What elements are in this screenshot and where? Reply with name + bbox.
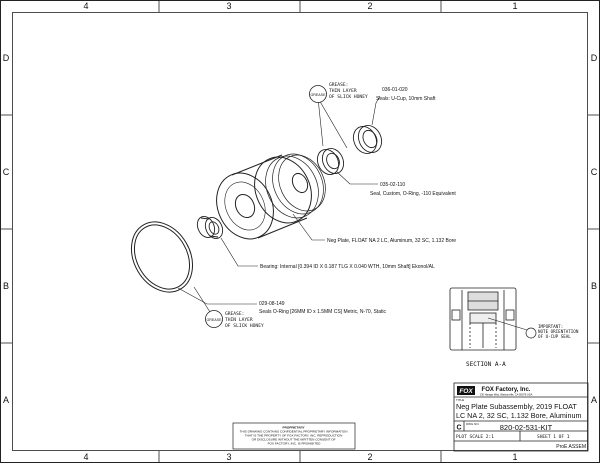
- company-name: FOX Factory, Inc.: [481, 387, 531, 393]
- zone-x-1-top: 1: [512, 1, 518, 11]
- grease-callout-top: [310, 82, 368, 103]
- grease-bottom-line2: THIN LAYER: [225, 318, 253, 323]
- custom-seal-pn-label: 035-02-110: [380, 182, 406, 188]
- title-line2: LC NA 2, 32 SC, 1.132 Bore, Aluminum: [456, 411, 582, 420]
- custom-seal-part: [313, 145, 347, 178]
- zone-y-c-right: C: [590, 167, 598, 177]
- proprietary-heading: PROPRIETARY: [282, 425, 305, 430]
- proprietary-line1: THIS DRAWING CONTAINS CONFIDENTIAL PROPRIETARY INFORMATION: [239, 429, 348, 434]
- zone-y-b-left: B: [2, 281, 10, 291]
- grease-bottom-line3: OF SLICK HONEY: [225, 324, 264, 329]
- important-line1: IMPORTANT:: [538, 324, 564, 329]
- sheet-number: SHEET 1 OF 1: [537, 435, 570, 440]
- important-note-marker: [526, 328, 536, 338]
- svg-text:GREASE: THIN LAYER: [329, 82, 368, 100]
- title-line1: Neg Plate Subassembly, 2019 FLOAT: [456, 402, 577, 411]
- zone-y-a-left: A: [2, 395, 10, 405]
- zone-x-3-top: 3: [226, 1, 232, 11]
- ucup-desc-label: Seals: U-Cup, 10mm Shaft: [376, 96, 436, 102]
- oring-desc-label: Seals O-Ring [26MM ID x 1.5MM CS] Metric, N-70, Static: [259, 309, 386, 315]
- oring-part: [119, 211, 204, 303]
- zone-y-b-right: B: [590, 281, 598, 291]
- ucup-seal-part: [349, 122, 386, 158]
- proprietary-line2: THAT IS THE PROPERTY OF FOX FACTORY, INC. REPRODUCTION: [244, 433, 343, 438]
- zone-y-d-left: D: [2, 53, 10, 63]
- grease-top-line1: GREASE:: [329, 83, 349, 88]
- section-view: [450, 288, 527, 350]
- sheet-border-inner: [13, 13, 588, 451]
- title-label: TITLE: [456, 398, 465, 402]
- grease-bottom-line1: GREASE:: [225, 312, 245, 317]
- zone-x-2-top: 2: [367, 1, 373, 11]
- zone-x-3-bottom: 3: [226, 452, 232, 462]
- fox-logo: [457, 386, 475, 395]
- ucup-pn-label: 036-01-020: [382, 87, 408, 93]
- zone-x-4-bottom: 4: [83, 452, 89, 462]
- svg-text:PROPRIETARY THIS DRAWING C: [240, 426, 349, 446]
- important-line3: OF U-CUP SEAL: [538, 334, 571, 339]
- zone-y-a-right: A: [590, 395, 598, 405]
- leader-lines: [178, 96, 380, 312]
- size-letter: C: [456, 424, 462, 432]
- proprietary-line3: OR DISCLOSURE WITHOUT THE WRITTEN CONSENT OF: [251, 437, 336, 442]
- oring-pn-label: 029-08-149: [259, 301, 285, 307]
- software-tag: ProE ASSEM: [556, 444, 586, 450]
- grease-top-line2: THIN LAYER: [329, 89, 357, 94]
- svg-text:IMPORTANT: NOTE ORIENTATIO: [538, 324, 581, 339]
- custom-seal-desc-label: Seal, Custom, O-Ring, -110 Equivalent: [370, 191, 456, 197]
- svg-text:FOX: FOX: [459, 388, 473, 395]
- zone-y-c-left: C: [2, 167, 10, 177]
- section-label: SECTION A-A: [466, 361, 506, 368]
- bearing-label: Bearing: Internal [0.394 ID X 0.187 TLG X 0.040 WTH, 10mm Shaft] Ekonol/AL: [260, 264, 435, 270]
- plot-scale: PLOT SCALE 2:1: [456, 435, 494, 440]
- zone-x-4-top: 4: [83, 1, 89, 11]
- neg-plate-part: [206, 146, 334, 248]
- drawing-number: 820-02-531-KIT: [499, 423, 553, 432]
- zone-y-d-right: D: [590, 53, 598, 63]
- zone-x-1-bottom: 1: [512, 452, 518, 462]
- grease-callout-bottom: [206, 311, 264, 330]
- zone-x-2-bottom: 2: [367, 452, 373, 462]
- important-line2: NOTE ORIENTATION: [538, 329, 579, 334]
- grease-badge-bottom: GREASE: [206, 318, 222, 322]
- company-address: 130 Hangar Way, Watsonville, CA 95076 USA: [479, 393, 533, 397]
- dwg-no-label: DWG NO.: [466, 422, 480, 426]
- proprietary-line4: FOX FACTORY, INC. IS PROHIBITED: [267, 441, 321, 446]
- neg-plate-label: Neg Plate, FLOAT NA 2 LC, Aluminum, 32 SC, 1.132 Bore: [327, 238, 457, 244]
- grease-top-line3: OF SLICK HONEY: [329, 95, 368, 100]
- grease-badge-top: GREASE: [310, 93, 326, 97]
